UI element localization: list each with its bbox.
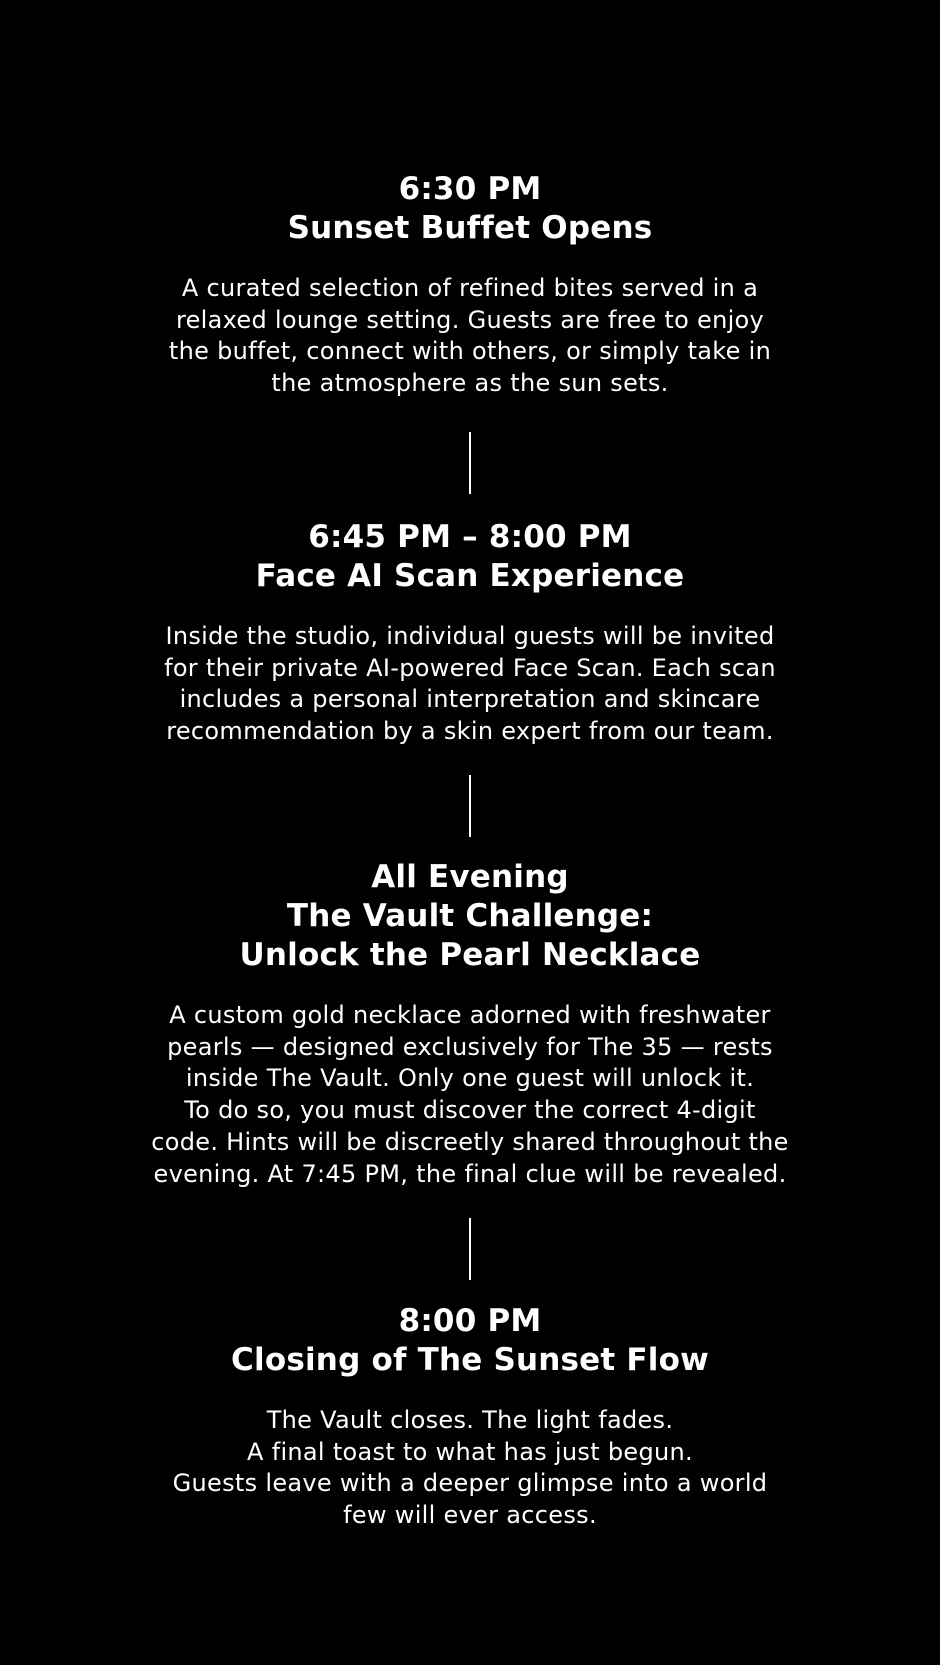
description-line: evening. At 7:45 PM, the final clue will be revealed.	[153, 1159, 787, 1188]
event-time: 6:30 PM	[398, 171, 542, 207]
event-description	[0, 1405, 940, 1532]
schedule-item-closing	[0, 1302, 940, 1532]
event-time: 6:45 PM – 8:00 PM	[308, 519, 632, 555]
description-line: the buffet, connect with others, or simply take in	[168, 337, 772, 366]
event-time: 8:00 PM	[398, 1303, 542, 1339]
event-time: All Evening	[371, 859, 569, 895]
description-line: few will ever access.	[343, 1501, 597, 1530]
event-heading	[0, 858, 940, 975]
description-line: A curated selection of refined bites served in a	[181, 274, 759, 302]
event-description	[0, 273, 940, 400]
timeline-divider	[469, 775, 471, 837]
description-line: A custom gold necklace adorned with freshwater	[169, 1001, 771, 1029]
schedule-item-vault-challenge	[0, 858, 940, 1190]
event-title: Face AI Scan Experience	[255, 558, 685, 594]
description-line: includes a personal interpretation and skincare	[179, 685, 761, 714]
event-heading	[0, 518, 940, 596]
description-line: inside The Vault. Only one guest will unlock it.	[185, 1064, 755, 1093]
schedule-item-sunset-buffet	[0, 170, 940, 400]
event-heading	[0, 1302, 940, 1380]
description-line: The Vault closes. The light fades.	[266, 1406, 674, 1434]
event-title: Unlock the Pearl Necklace	[239, 937, 701, 973]
timeline-divider	[469, 1218, 471, 1280]
event-title: The Vault Challenge:	[286, 898, 654, 934]
description-line: the atmosphere as the sun sets.	[271, 369, 669, 398]
event-heading	[0, 170, 940, 248]
timeline-divider	[469, 432, 471, 494]
description-line: pearls — designed exclusively for The 35 — rests	[167, 1032, 773, 1061]
schedule-item-face-ai-scan	[0, 518, 940, 748]
description-line: To do so, you must discover the correct 4-digit	[184, 1096, 756, 1125]
description-line: relaxed lounge setting. Guests are free to enjoy	[175, 305, 765, 334]
event-description	[0, 1000, 940, 1190]
description-line: Inside the studio, individual guests will be invited	[165, 622, 775, 650]
description-line: recommendation by a skin expert from our team.	[166, 717, 774, 746]
description-line: Guests leave with a deeper glimpse into a world	[172, 1469, 768, 1498]
description-line: for their private AI-powered Face Scan. Each scan	[164, 653, 776, 682]
event-title: Closing of The Sunset Flow	[231, 1342, 709, 1378]
description-line: code. Hints will be discreetly shared throughout the	[151, 1127, 789, 1156]
event-description	[0, 621, 940, 748]
description-line: A final toast to what has just begun.	[247, 1437, 693, 1466]
event-title: Sunset Buffet Opens	[287, 210, 653, 246]
